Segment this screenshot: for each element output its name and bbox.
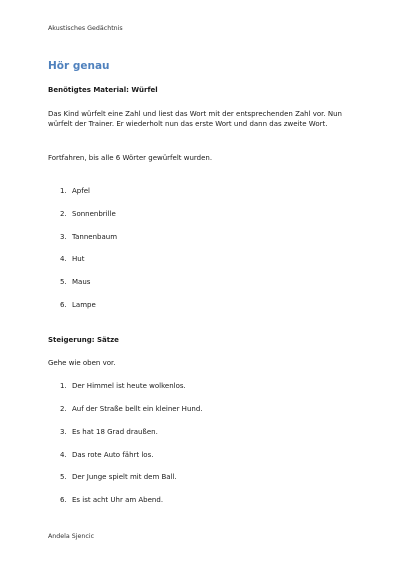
- list-item-text: Lampe: [72, 301, 96, 309]
- list-number: 1.: [60, 187, 67, 195]
- page-header: Akustisches Gedächtnis: [48, 25, 123, 32]
- list-item: [60, 233, 117, 241]
- list-item-text: Maus: [72, 278, 91, 286]
- continue-paragraph: Fortfahren, bis alle 6 Wörter gewürfelt wurden.: [48, 154, 213, 162]
- list-item: [60, 187, 90, 195]
- list-number: 6.: [60, 496, 67, 504]
- list-item-text: Es hat 18 Grad draußen.: [72, 428, 158, 436]
- section-heading-material: Benötigtes Material: Würfel: [48, 86, 158, 94]
- steigerung-paragraph: Gehe wie oben vor.: [48, 359, 116, 367]
- list-item: [60, 255, 84, 263]
- list-item: [60, 210, 116, 218]
- list-number: 1.: [60, 382, 67, 390]
- list-number: 5.: [60, 473, 67, 481]
- list-number: 3.: [60, 428, 67, 436]
- list-number: 5.: [60, 278, 67, 286]
- list-number: 2.: [60, 405, 67, 413]
- list-number: 4.: [60, 255, 67, 263]
- list-item-text: Tannenbaum: [72, 233, 118, 241]
- list-item: [60, 301, 96, 309]
- list-item-text: Apfel: [72, 187, 90, 195]
- list-number: 6.: [60, 301, 67, 309]
- list-item: [60, 278, 90, 286]
- list-item: [60, 405, 203, 413]
- list-item: [60, 473, 177, 481]
- list-number: 2.: [60, 210, 67, 218]
- list-item-text: Der Junge spielt mit dem Ball.: [72, 473, 177, 481]
- list-item-text: Hut: [72, 255, 85, 263]
- section-heading-steigerung: Steigerung: Sätze: [48, 336, 119, 344]
- list-number: 3.: [60, 233, 67, 241]
- page-title: Hör genau: [48, 60, 110, 72]
- list-item-text: Auf der Straße bellt ein kleiner Hund.: [72, 405, 203, 413]
- list-number: 4.: [60, 451, 67, 459]
- list-item-text: Es ist acht Uhr am Abend.: [72, 496, 164, 504]
- list-item: [60, 428, 158, 436]
- list-item-text: Das rote Auto fährt los.: [72, 451, 154, 459]
- list-item: [60, 382, 186, 390]
- list-item: [60, 451, 153, 459]
- list-item: [60, 496, 163, 504]
- page-footer: Andela Sjencic: [48, 533, 95, 540]
- list-item-text: Der Himmel ist heute wolkenlos.: [72, 382, 186, 390]
- list-item-text: Sonnenbrille: [72, 210, 116, 218]
- instructions-paragraph: Das Kind würfelt eine Zahl und liest das Wort mit der entsprechenden Zahl vor. Nun würfelt der Trainer. Er wiederholt nun das erste Wort und dann das zweite Wort.: [48, 110, 342, 128]
